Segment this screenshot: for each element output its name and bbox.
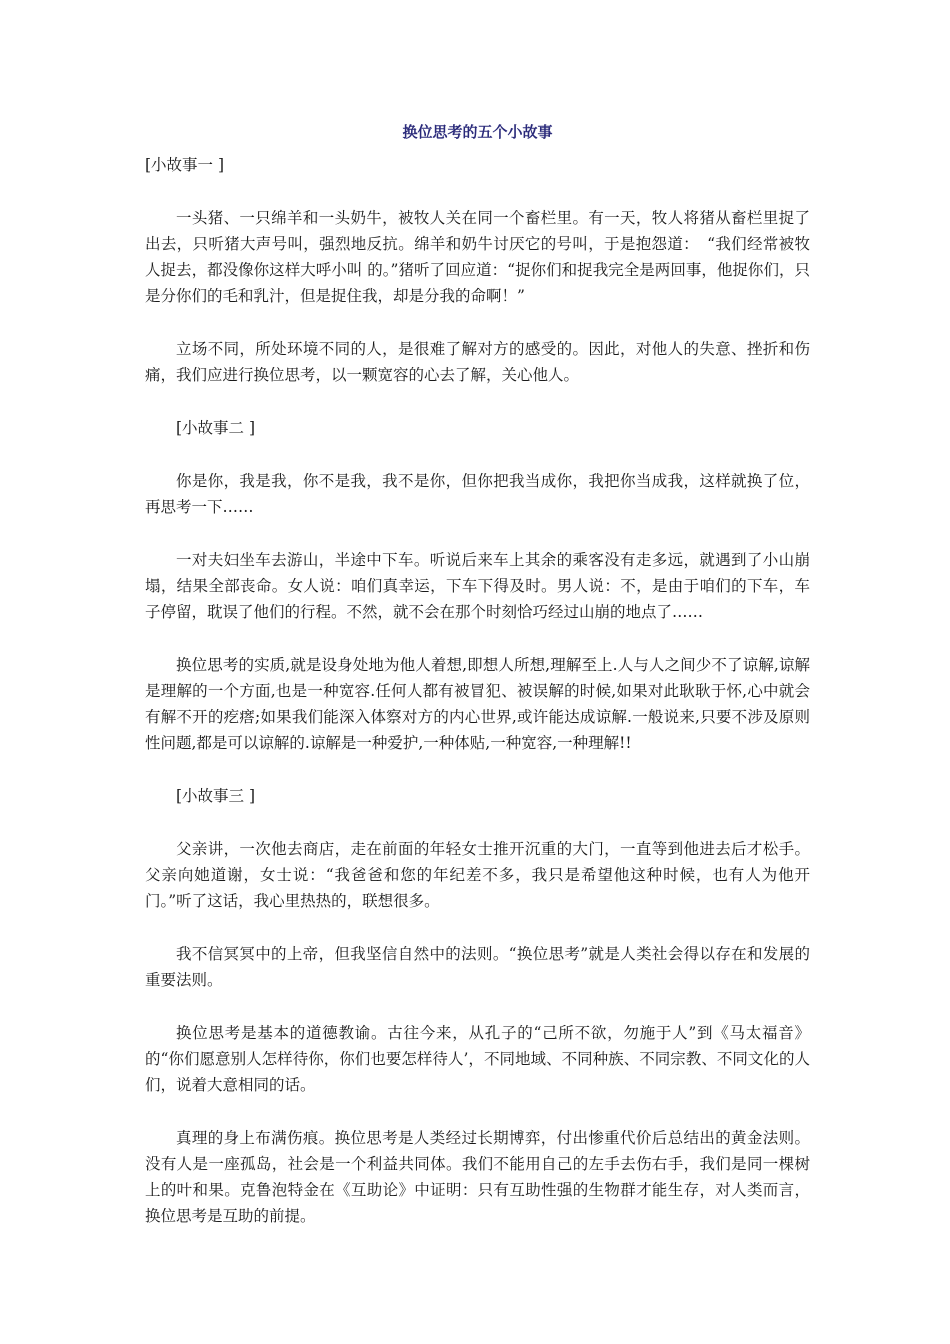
document-sections: [145, 152, 810, 1229]
paragraph: 真理的身上布满伤痕。换位思考是人类经过长期博弈，付出惨重代价后总结出的黄金法则。没有人是一座孤岛，社会是一个利益共同体。我们不能用自己的左手去伤右手，我们是同一棵树上的叶和果。克鲁泡特金在《互助论》中证明：只有互助性强的生物群才能生存，对人类而言，换位思考是互助的前提。: [145, 1129, 810, 1225]
paragraph: 换位思考的实质,就是设身处地为他人着想,即想人所想,理解至上.人与人之间少不了谅解,谅解是理解的一个方面,也是一种宽容.任何人都有被冒犯、被误解的时候,如果对此耿耿于怀,心中就会有解不开的疙瘩;如果我们能深入体察对方的内心世界,或许能达成谅解.一般说来,只要不涉及原则性问题,都是可以谅解的.谅解是一种爱护,一种体贴,一种宽容,一种理解!!: [145, 656, 810, 752]
paragraph: 父亲讲，一次他去商店，走在前面的年轻女士推开沉重的大门，一直等到他进去后才松手。父亲向她道谢，女士说：“我爸爸和您的年纪差不多，我只是希望他这种时候，也有人为他开门。”听了这话，我心里热热的，联想很多。: [145, 840, 810, 910]
document-title: 换位思考的五个小故事: [402, 123, 553, 141]
story-heading: [小故事三 ]: [176, 787, 256, 805]
paragraph: 你是你，我是我，你不是我，我不是你，但你把我当成你，我把你当成我，这样就换了位，再思考一下……: [145, 472, 810, 516]
document-body: [145, 122, 810, 1256]
paragraph: 我不信冥冥中的上帝，但我坚信自然中的法则。“换位思考”就是人类社会得以存在和发展的重要法则。: [145, 945, 810, 989]
story-heading: [小故事二 ]: [176, 419, 256, 437]
story-heading: [小故事一 ]: [145, 156, 225, 174]
paragraph: 一头猪、一只绵羊和一头奶牛，被牧人关在同一个畜栏里。有一天，牧人将猪从畜栏里捉了出去，只听猪大声号叫，强烈地反抗。绵羊和奶牛讨厌它的号叫，于是抱怨道： “我们经常被牧人捉去，都没像你这样大呼小叫 的。”猪听了回应道：“捉你们和捉我完全是两回事，他捉你们，只是分你们的毛和乳汁，但是捉住我，却是分我的命啊！”: [145, 209, 810, 305]
paragraph: 立场不同，所处环境不同的人，是很难了解对方的感受的。因此，对他人的失意、挫折和伤痛，我们应进行换位思考，以一颗宽容的心去了解，关心他人。: [145, 340, 810, 384]
paragraph: 换位思考是基本的道德教谕。古往今来，从孔子的“己所不欲，勿施于人”到《马太福音》的“你们愿意别人怎样待你，你们也要怎样待人’，不同地域、不同种族、不同宗教、不同文化的人们，说着大意相同的话。: [145, 1024, 810, 1094]
paragraph: 一对夫妇坐车去游山，半途中下车。听说后来车上其余的乘客没有走多远，就遇到了小山崩塌，结果全部丧命。女人说：咱们真幸运，下车下得及时。男人说：不，是由于咱们的下车，车子停留，耽误了他们的行程。不然，就不会在那个时刻恰巧经过山崩的地点了……: [145, 551, 810, 621]
